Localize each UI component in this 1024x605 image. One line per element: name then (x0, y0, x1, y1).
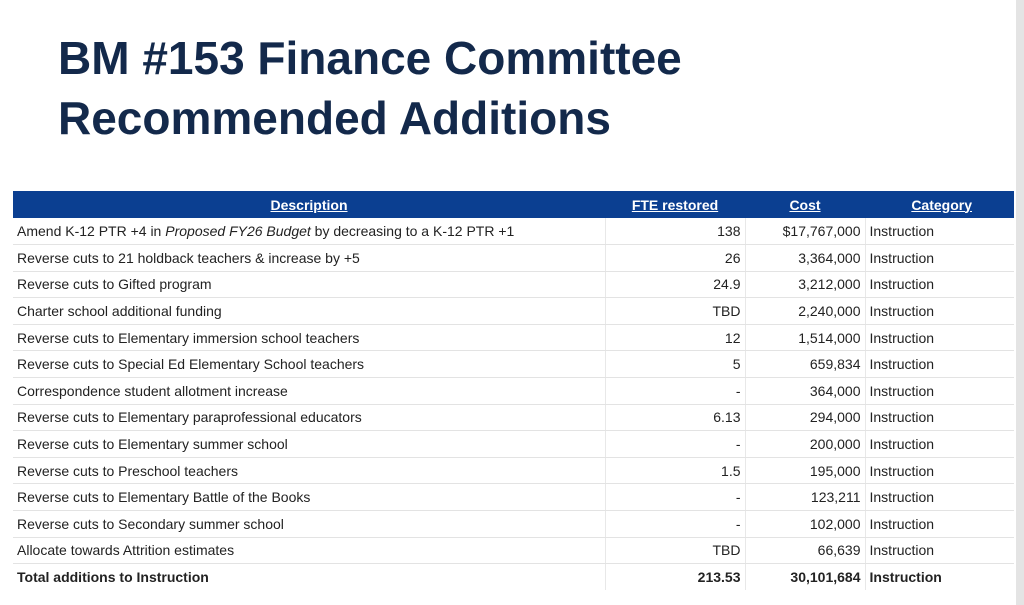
row-description: Reverse cuts to Elementary summer school (13, 431, 605, 458)
table-row (13, 298, 1014, 325)
row-cost: 659,834 (745, 351, 865, 378)
header-category: Category (911, 196, 972, 213)
row-fte: TBD (605, 537, 745, 564)
row-description: Reverse cuts to Preschool teachers (13, 457, 605, 484)
row-description: Reverse cuts to Elementary paraprofessional educators (13, 404, 605, 431)
table-row (13, 218, 1014, 245)
total-row (13, 564, 1014, 591)
row-description: Reverse cuts to Secondary summer school (13, 511, 605, 538)
row-category: Instruction (865, 351, 1014, 378)
row-category: Instruction (865, 298, 1014, 325)
header-fte-restored: FTE restored (631, 196, 719, 213)
row-fte: 1.5 (605, 457, 745, 484)
row-fte: - (605, 484, 745, 511)
row-fte: 5 (605, 351, 745, 378)
row-category: Instruction (865, 245, 1014, 272)
row-cost: 3,212,000 (745, 271, 865, 298)
row-fte: 24.9 (605, 271, 745, 298)
row-cost: 3,364,000 (745, 245, 865, 272)
slide-title-line-2: Recommended Additions (58, 92, 611, 144)
row-description: Allocate towards Attrition estimates (13, 537, 605, 564)
total-fte: 213.53 (605, 564, 745, 591)
row-description: Correspondence student allotment increase (13, 378, 605, 405)
table-row (13, 351, 1014, 378)
table-row (13, 457, 1014, 484)
table-row (13, 431, 1014, 458)
row-category: Instruction (865, 404, 1014, 431)
row-category: Instruction (865, 484, 1014, 511)
row-description: Reverse cuts to Elementary immersion school teachers (13, 324, 605, 351)
total-category: Instruction (869, 569, 942, 586)
row-description: Reverse cuts to Gifted program (13, 271, 605, 298)
row-fte: - (605, 511, 745, 538)
table-row (13, 511, 1014, 538)
row-cost: 102,000 (745, 511, 865, 538)
row-category: Instruction (865, 431, 1014, 458)
row-cost: $17,767,000 (745, 218, 865, 245)
table-row (13, 324, 1014, 351)
row-category: Instruction (865, 378, 1014, 405)
table-row (13, 537, 1014, 564)
row-cost: 364,000 (745, 378, 865, 405)
total-description: Total additions to Instruction (13, 564, 605, 591)
row-description: Reverse cuts to 21 holdback teachers & increase by +5 (13, 245, 605, 272)
row-fte: 12 (605, 324, 745, 351)
table-row (13, 245, 1014, 272)
row-description: Reverse cuts to Special Ed Elementary School teachers (13, 351, 605, 378)
row-description: Reverse cuts to Elementary Battle of the Books (13, 484, 605, 511)
row-fte: TBD (605, 298, 745, 325)
row-cost: 195,000 (745, 457, 865, 484)
header-cost: Cost (789, 196, 821, 213)
slide-title-line-1: BM #153 Finance Committee (58, 32, 682, 84)
row-cost: 123,211 (745, 484, 865, 511)
row-cost: 2,240,000 (745, 298, 865, 325)
row-cost: 66,639 (745, 537, 865, 564)
table-header-row (13, 191, 1014, 218)
row-description-italic: Proposed FY26 Budget (165, 223, 311, 240)
slide-title (58, 28, 682, 148)
row-fte: - (605, 378, 745, 405)
row-fte: 138 (605, 218, 745, 245)
row-fte: 26 (605, 245, 745, 272)
row-category: Instruction (865, 271, 1014, 298)
slide-edge (1016, 0, 1024, 605)
row-description-part: Amend K-12 PTR +4 in (17, 223, 166, 240)
row-cost: 1,514,000 (745, 324, 865, 351)
row-fte: 6.13 (605, 404, 745, 431)
row-category: Instruction (865, 324, 1014, 351)
header-description: Description (270, 196, 348, 213)
row-description: Charter school additional funding (13, 298, 605, 325)
row-category: Instruction (865, 457, 1014, 484)
table-row (13, 271, 1014, 298)
row-cost: 294,000 (745, 404, 865, 431)
total-cost: 30,101,684 (745, 564, 865, 591)
table-row (13, 378, 1014, 405)
row-fte: - (605, 431, 745, 458)
row-category: Instruction (865, 511, 1014, 538)
table-row (13, 484, 1014, 511)
row-description (13, 218, 605, 245)
row-category: Instruction (865, 218, 1014, 245)
row-description-part: by decreasing to a K-12 PTR +1 (310, 223, 515, 240)
table-row (13, 404, 1014, 431)
row-category: Instruction (865, 537, 1014, 564)
row-cost: 200,000 (745, 431, 865, 458)
additions-table (13, 191, 1014, 590)
